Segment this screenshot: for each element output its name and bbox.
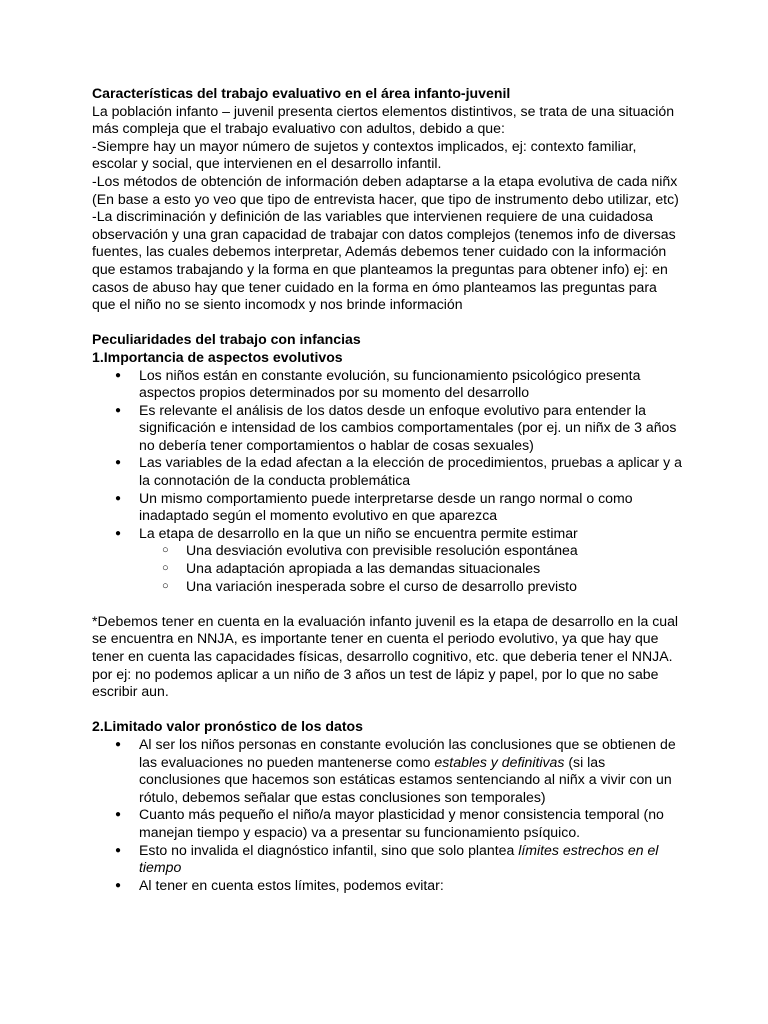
text-segment: Al ser los niños personas en constante evolución las conclusiones que se obtienen de las evaluaciones no pueden mantenerse como <box>139 735 676 770</box>
list-item: ● Los niños están en constante evolución, su funcionamiento psicológico presenta aspectos propios determinados por su momento del desarrollo <box>92 367 682 402</box>
paragraph-sujetos: -Siempre hay un mayor número de sujetos y contextos implicados, ej: contexto familiar, escolar y social, que intervienen en el desarrollo infantil. <box>92 137 637 172</box>
emphasis-text: límites estrechos en el tiempo <box>139 841 659 876</box>
spacer <box>92 314 682 332</box>
bullet-list-pronostico <box>92 736 682 894</box>
list-item: ● Las variables de la edad afectan a la elección de procedimientos, pruebas a aplicar y a la connotación de la conducta problemática <box>92 454 682 489</box>
paragraph-metodos: -Los métodos de obtención de información deben adaptarse a la etapa evolutiva de cada niñx (En base a esto yo veo que tipo de entrevista hacer, que tipo de instrumento debo utilizar, etc) <box>92 172 679 207</box>
list-item: ● Cuanto más pequeño el niño/a mayor plasticidad y menor consistencia temporal (no manejan tiempo y espacio) va a presentar su funcionamiento psíquico. <box>92 806 682 841</box>
paragraph-intro: La población infanto – juvenil presenta ciertos elementos distintivos, se trata de una situación más compleja que el trabajo evaluativo con adultos, debido a que: <box>92 102 675 137</box>
paragraph-note-ejemplo: por ej: no podemos aplicar a un niño de 3 años un test de lápiz y papel, por lo que no sabe escribir aun. <box>92 665 659 700</box>
text-segment: (si las conclusiones que hacemos son estáticas estamos sentenciando al niñx a vivir con un rótulo, debemos señalar que estas conclusiones son temporales) <box>139 753 672 805</box>
list-item: ● Al tener en cuenta estos límites, podemos evitar: <box>92 877 682 895</box>
spacer <box>92 701 682 719</box>
bullet-list-evolutivos <box>92 367 682 596</box>
paragraph-variables: -La discriminación y definición de las variables que intervienen requiere de una cuidadosa observación y una gran capacidad de trabajar con datos complejos (tenemos info de diversas fuentes, las cuales debemos interpretar, Además debemos tener cuidado con la información que estamos trabajando y la forma en que planteamos la preguntas para obtener info) ej: en casos de abuso hay que tener cuidado en la forma en ómo planteamos las preguntas para que el niño no se siento incomodx y nos brinde información <box>92 208 676 313</box>
section-title-peculiaridades: Peculiaridades del trabajo con infancias <box>92 331 361 348</box>
section-title-caracteristicas: Características del trabajo evaluativo en el área infanto-juvenil <box>92 85 511 101</box>
list-item <box>92 736 682 806</box>
document-body <box>92 85 682 894</box>
subsection-title-pronostico: 2.Limitado valor pronóstico de los datos <box>92 718 363 735</box>
sub-list-item: ○ Una adaptación apropiada a las demandas situacionales <box>92 560 682 578</box>
list-item <box>92 842 682 877</box>
sub-list-item: ○ Una variación inesperada sobre el curso de desarrollo previsto <box>92 578 682 596</box>
text-segment: Esto no invalida el diagnóstico infantil, sino que solo plantea <box>139 841 519 858</box>
list-item: ● La etapa de desarrollo en la que un niño se encuentra permite estimar <box>92 525 682 543</box>
list-item: ● Es relevante el análisis de los datos desde un enfoque evolutivo para entender la significación e intensidad de los cambios comportamentales (por ej. un niñx de 3 años no debería tener comportamientos o hablar de cosas sexuales) <box>92 402 682 455</box>
sub-list-item: ○ Una desviación evolutiva con previsible resolución espontánea <box>92 542 682 560</box>
list-item: ● Un mismo comportamiento puede interpretarse desde un rango normal o como inadaptado según el momento evolutivo en que aparezca <box>92 490 682 525</box>
spacer <box>92 595 682 613</box>
emphasis-text: estables y definitivas <box>434 753 565 770</box>
paragraph-note-nnja: *Debemos tener en cuenta en la evaluación infanto juvenil es la etapa de desarrollo en la cual se encuentra en NNJA, es importante tener en cuenta el periodo evolutivo, ya que hay que tener en cuenta las capacidades físicas, desarrollo cognitivo, etc. que deberia tener el NNJA. <box>92 612 679 664</box>
subsection-title-evolutivos: 1.Importancia de aspectos evolutivos <box>92 348 343 365</box>
